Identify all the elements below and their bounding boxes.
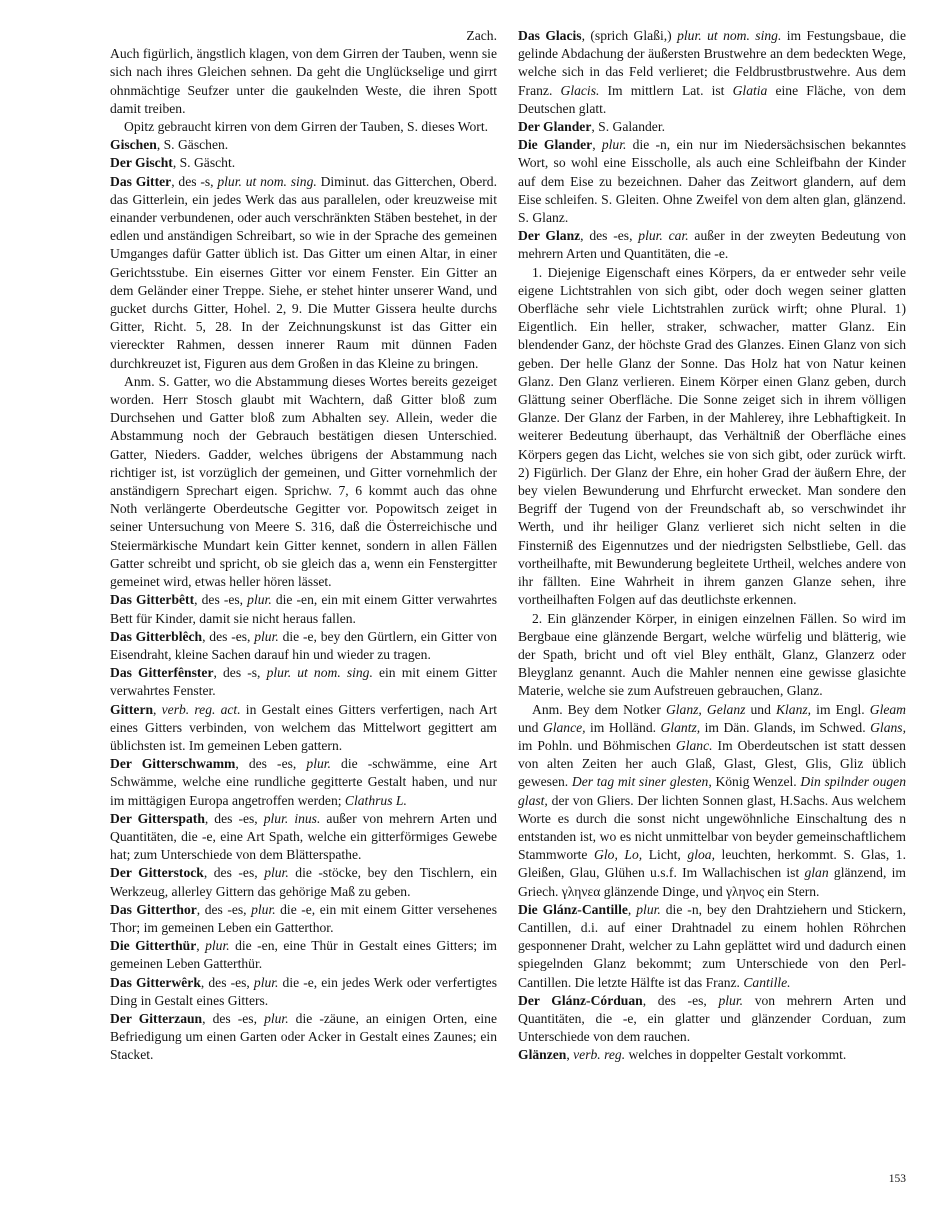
dictionary-entry (110, 755, 497, 810)
italic-term: plur. inus. (263, 810, 321, 826)
italic-term: plur. ut nom. sing. (677, 28, 782, 43)
headword: Das Gitterbêtt (110, 592, 195, 608)
entry-text: , des -es, (203, 865, 265, 881)
italic-term: plur. (636, 901, 661, 917)
entry-text: Anm. S. Gatter, wo die Abstammung dieses Wortes bereits gezeiget worden. Herr Stosch glaubt mit Wachtern, daß Gitter bloß zum Durchsehen und Gatter bloß zum Abhalten sey. Allein, weder die Abstammung noch der Gebrauch bestätigen diesen Unterschied. Gatter, Nieders. Gadder, welches übrigens der Abstammung nach richtiger ist, ist vorzüglich der gemeinen, und Gitter vornehmlich der anständigern Sprechart eigen. Sprichw. 7, 6 kommt auch das ohne Noth verlängerte Oberdeutsche Gegitter vor. Popowitsch zeiget in seiner Untersuchung von Meere S. 316, daß die Österreichische und Steiermärkische Mundart kein Gitter kennet, sondern in allen Fällen Gatter schreibt und spricht, ob sie gleich das a, wenn ein Fenstergitter gemeinet wird, etwas heller hören lässet. (110, 373, 497, 590)
entry-text: die -n, ein nur im Niedersächsischen bekanntes Wort, so wohl eine Eisscholle, als auch eine Schleifbahn der Kinder auf dem Eise zu bezeichnen. Daher das Zeitwort glandern, auf dem Eise schleifen. S. Gleiten. Ohne Zweifel von dem alten glan, glänzend. S. Glanz. (518, 137, 906, 226)
headword: Das Gitter (110, 173, 172, 189)
headword: Der Gitterschwamm (110, 756, 236, 772)
headword: Der Glanz (518, 228, 581, 244)
entry-text: außer in der zweyten Bedeutung von mehrern Arten und Quantitäten, die -e. (518, 228, 906, 262)
italic-term: plur. (254, 628, 279, 644)
entry-text: , (592, 137, 602, 153)
left-column (110, 27, 497, 1065)
italic-term: Glatia (732, 82, 768, 98)
headword: Die Glánz-Cantille (518, 901, 628, 917)
headword: Glänzen (518, 1047, 567, 1063)
entry-paragraph (110, 118, 497, 136)
entry-text: , (153, 701, 162, 717)
italic-term: plur. (264, 1010, 289, 1026)
entry-text: , (sprich Glaßi,) (581, 28, 678, 43)
dictionary-entry (110, 701, 497, 756)
entry-text: die -schwämme, eine Art Schwämme, welche eine rundliche gegitterte Gestalt haben, und nur im mittägigen Europa angetroffen werden; (110, 756, 498, 808)
italic-term: Klanz, (775, 701, 812, 717)
entry-text: , des -es, (235, 756, 307, 772)
entry-text: im Engl. (811, 701, 870, 717)
text-paragraph (110, 27, 497, 45)
italic-term: plur. (205, 938, 230, 954)
italic-term: plur. (264, 865, 289, 881)
dictionary-entry (110, 810, 497, 865)
entry-text: und (518, 719, 543, 735)
headword: Das Glacis (518, 28, 582, 43)
dictionary-entry (518, 1046, 906, 1064)
entry-paragraph (518, 610, 906, 701)
dictionary-entry (110, 173, 497, 373)
italic-term: plur. (306, 756, 331, 772)
dictionary-entry (110, 1010, 497, 1065)
dictionary-entry (518, 118, 906, 136)
italic-term: Glanz, Gelanz (665, 701, 746, 717)
entry-text: , (627, 901, 637, 917)
entry-text: , (566, 1047, 574, 1063)
entry-text: , des -es, (202, 1010, 265, 1026)
entry-text: welches in doppelter Gestalt vorkommt. (625, 1047, 847, 1063)
entry-text: von mehrern Arten und Quantitäten, die -e, ein glatter und glänzender Corduan, zum Unterschiede von dem rauchen. (518, 992, 906, 1045)
entry-text: 1. Diejenige Eigenschaft eines Körpers, da er entweder sehr veile eigene Lichtstrahlen von sich gibt, oder doch wegen seiner glatten Oberfläche sehr viele Lichtstrahlen zurück wirft; ohne Plural. 1) Eigentlich. Ein heller, straker, schwacher, matter Glanz. Ein blendender Ganz, der höchste Grad des Glanzes. Einen Glanz von sich geben. Der helle Glanz der Sonne. Das Holz hat von Natur keinen Glanz. Den Glanz verlieren. Einem Körper einen Glanz geben, durch Glättung seiner Oberfläche. Die Sonne zeiget sich in ihrem völligen Glanze. Der Glanz der Farben, in der Mahlerey, ihre Lebhaftigkeit. In weiterer Bedeutung überhaupt, das Verhältniß der Oberfläche eines Körpers gegen das Licht, welches sie von sich gibt, oder zurück wirft. 2) Figürlich. Der Glanz der Ehre, ein hoher Grad der äußern Ehre, der bey vielen Bewunderung und Ehrfurcht erwecket. Man sondere den Begriff der Tugend von der Freundschaft ab, so verschwindet ihr Werth, und ihr heiliger Glanz verlieret sich nicht selten in die Finsterniß des Eigennutzes und der niedrigsten Selbstliebe, Gell. das vortheilhafte, mit Bewunderung begleitete Urtheil, welches andere von ihr fällten. Eine Wahrheit in ihrem ganzen Glanze sehen, ihre vortheilhaften Folgen auf das deutlichste erkennen. (518, 264, 906, 608)
right-column (518, 27, 906, 1065)
entry-text: Licht, (642, 847, 688, 863)
dictionary-entry (518, 227, 906, 263)
entry-text: , S. Gäscht. (172, 155, 236, 171)
headword: Die Gitterthür (110, 938, 197, 954)
entry-text: Anm. Bey dem Notker (532, 701, 666, 717)
italic-term: plur. (247, 592, 272, 608)
italic-term: Glanc. (675, 737, 713, 753)
entry-text: Diminut. das Gitterchen, Oberd. das Gitterlein, ein jedes Werk das aus parallelen, oder kreuzweise mit einander verbundenen, oder auch verschränkten Stäben bestehet, in der edlen und anständigen Schreibart, so wie in der Sprache des gemeinen Umganges dafür Gatter üblich ist. Das Gitter um einen Altar, in einer Gerichtsstube. Ein eisernes Gitter vor einem Fenster. Ein Gitter an dem Geländer einer Treppe. Siehe, er stehet hinter unserer Wand, und gucket durchs Gitter, Hohel. 2, 9. Die Mutter Gissera heulte durchs Gitter, Richt. 5, 28. In der Zeichnungskunst ist das Gitter ein viereckter Rahmen, dessen innerer Raum mit dünnen Faden durchkreuzet ist, Figuren aus dem Großen in das Kleine zu bringen. (110, 173, 497, 371)
italic-term: verb. reg. act. (161, 701, 241, 717)
dictionary-entry (110, 136, 497, 154)
dictionary-entry (110, 901, 497, 937)
entry-text: , des -es, (196, 901, 252, 917)
entry-text: im Pohln. und Böhmischen (518, 737, 676, 753)
italic-term: plur. ut nom. sing. (217, 173, 317, 189)
entry-text: die -stöcke, bey den Tischlern, ein Werkzeug, allerley Gittern das gehörige Maß zu geben. (110, 865, 498, 899)
headword: Das Gitterfênster (110, 665, 214, 681)
entry-text: glänzend, im Griech. γληνεα glänzende Dinge, und γληνος ein Stern. (518, 865, 906, 899)
page-number: 153 (888, 1173, 906, 1185)
italic-term: plur. ut nom. sing. (266, 665, 373, 681)
entry-text: ein mit einem Gitter verwahrtes Fenster. (110, 665, 497, 699)
italic-term: Cantille. (743, 974, 791, 990)
entry-text: leuchten, herkommt. S. Glas, 1. Gleißen, Glau, Glühen u.s.f. Im Wallachischen ist (518, 847, 907, 881)
entry-text: , S. Galander. (591, 119, 665, 135)
dictionary-entry (110, 664, 497, 700)
dictionary-entry (110, 628, 497, 664)
entry-text: , des -s, (213, 665, 267, 681)
entry-text: , S. Gäschen. (156, 137, 229, 153)
italic-term: verb. reg. (573, 1047, 626, 1063)
headword: Der Glander (518, 119, 592, 135)
entry-text: , des -s, (171, 173, 218, 189)
entry-text: , des -es, (642, 992, 719, 1008)
italic-term: Glance, (542, 719, 586, 735)
dictionary-entry (518, 136, 906, 227)
entry-text: Opitz gebraucht kirren von dem Girren der Tauben, S. dieses Wort. (124, 119, 489, 135)
italic-term: plur. car. (638, 228, 689, 244)
headword: Der Gitterspath (110, 810, 205, 826)
italic-term: Clathrus L. (344, 792, 407, 808)
headword: Das Gitterthor (110, 901, 197, 917)
entry-text: außer von mehrern Arten und Quantitäten, die -e, eine Art Spath, welche ein gitterförmiges Gewebe hat; zum Unterschiede von dem Blätterspathe. (110, 810, 497, 863)
entry-text: Im mittlern Lat. ist (599, 82, 733, 98)
dictionary-entry (110, 154, 497, 172)
italic-term: Din spilnder ougen glast, (518, 774, 907, 808)
dictionary-entry (110, 591, 497, 627)
entry-text: die -n, bey den Drahtziehern und Stickern, Cantillen, d.i. auf einer Drahtnadel zu einem hohlen Röhrchen gesponnener Draht, welcher zu Lahn geplättet wird und dadurch einen spiegelnden Glanz bekommt; zum Unterschiede von den Perl-Cantillen. Die letzte Hälfte ist das Franz. (518, 901, 907, 990)
entry-text: die -en, ein mit einem Gitter verwahrtes Bett für Kinder, damit sie nicht heraus fallen. (110, 592, 498, 626)
entry-text: , (196, 938, 206, 954)
dictionary-entry (518, 27, 906, 118)
entry-text: die -e, ein mit einem Gitter versehenes Thor; im gemeinen Leben ein Gatterthor. (110, 901, 497, 935)
entry-text: , des -es, (580, 228, 639, 244)
headword: Der Gischt (110, 155, 173, 171)
dictionary-entry (110, 974, 497, 1010)
entry-paragraph (110, 373, 497, 591)
headword: Das Gitterwêrk (110, 974, 201, 990)
entry-paragraph (518, 701, 906, 901)
dictionary-entry (518, 992, 906, 1047)
entry-text: Im Oberdeutschen ist statt dessen von alten Zeiten her auch Glaß, Glast, Glest, Glis, Gliz üblich gewesen. (518, 737, 906, 790)
entry-text: Zach. (466, 28, 497, 43)
italic-term: plur. (253, 974, 279, 990)
entry-text: eine Fläche, von dem Deutschen glatt. (518, 82, 906, 116)
headword: Das Gitterblêch (110, 628, 203, 644)
entry-text: und (745, 701, 776, 717)
dictionary-entry (110, 937, 497, 973)
italic-term: gloa, (687, 847, 715, 863)
headword: Gischen (110, 137, 157, 153)
italic-term: Glans, (870, 719, 906, 735)
dictionary-entry (518, 901, 906, 992)
entry-text: die -en, eine Thür in Gestalt eines Gitters; im gemeinen Leben Gatterthür. (110, 938, 498, 972)
headword: Der Gitterstock (110, 865, 204, 881)
italic-term: Glantz, (660, 719, 701, 735)
italic-term: Glacis. (560, 82, 600, 98)
entry-text: im Dän. Glands, im Schwed. (700, 719, 871, 735)
italic-term: plur. (601, 137, 627, 153)
headword: Der Glánz-Córduan (518, 992, 643, 1008)
entry-text: , des -es, (202, 628, 255, 644)
text-paragraph (110, 45, 497, 118)
italic-term: Glo, Lo, (594, 847, 643, 863)
headword: Der Gitterzaun (110, 1010, 203, 1026)
entry-text: 2. Ein glänzender Körper, in einigen einzelnen Fällen. So wird im Bergbaue eine glänzende Bergart, welche würfelig und blätterig, wie der Spath, bricht und oft viel Bley enthält, Glanz, Glanzerz oder Bleyglanz genannt. Auch die Mahler nennen eine gewisse glasichte Materie, welche sie zum Aufstreuen gebrauchen, Glanz. (518, 610, 906, 699)
italic-term: glan (804, 865, 829, 881)
dictionary-entry (110, 864, 497, 900)
entry-text: die -zäune, an einigen Orten, eine Befriedigung um einen Garten oder Acker in Gestalt eines Zaunes; ein Stacket. (110, 1010, 498, 1063)
entry-text: in Gestalt eines Gitters verfertigen, nach Art eines Gitters verbinden, von welchem das Mittelwort gegittert am üblichsten ist. Im gemeinen Leben gattern. (110, 701, 498, 753)
headword: Gittern (110, 701, 154, 717)
entry-text: im Holländ. (585, 719, 661, 735)
entry-text: , des -es, (194, 592, 248, 608)
entry-text: König Wenzel. (711, 774, 801, 790)
italic-term: Der tag mit siner glesten, (571, 774, 712, 790)
entry-text: Auch figürlich, ängstlich klagen, von dem Girren der Tauben, wenn sie sich nach ihres Gleichen sehnen. Da geht die Unglückselige und girrt ohnmächtige Seufzer unter die gaukelnden Weste, die ihren Spott damit treiben. (110, 46, 497, 116)
italic-term: plur. (251, 901, 276, 917)
entry-text: die -e, ein jedes Werk oder verfertigtes Ding in Gestalt eines Gitters. (110, 974, 498, 1008)
entry-text: , des -es, (200, 974, 254, 990)
entry-text: die -e, bey den Gürtlern, ein Gitter von Eisendraht, kleine Sachen darauf hin und wieder zu tragen. (110, 628, 497, 662)
italic-term: plur. (718, 992, 744, 1008)
headword: Die Glander (518, 137, 593, 153)
entry-paragraph (518, 264, 906, 610)
entry-text: , des -es, (204, 810, 264, 826)
entry-text: der von Gliers. Der lichten Sonnen glast, H.Sachs. Aus welchem Worte es durch die sonst nicht ungewöhnliche Einschaltung des n entstanden ist, wo es nicht unmittelbar von beyder gemeinschaftlichem Stammworte (518, 792, 906, 863)
entry-text: im Festungsbaue, die gelinde Abdachung der äußersten Brustwehre an dem bedeckten Wege, welche sich in das Feld verlieret; die Feldbrustbrustwehre. Aus dem Franz. (518, 28, 906, 98)
italic-term: Gleam (869, 701, 906, 717)
